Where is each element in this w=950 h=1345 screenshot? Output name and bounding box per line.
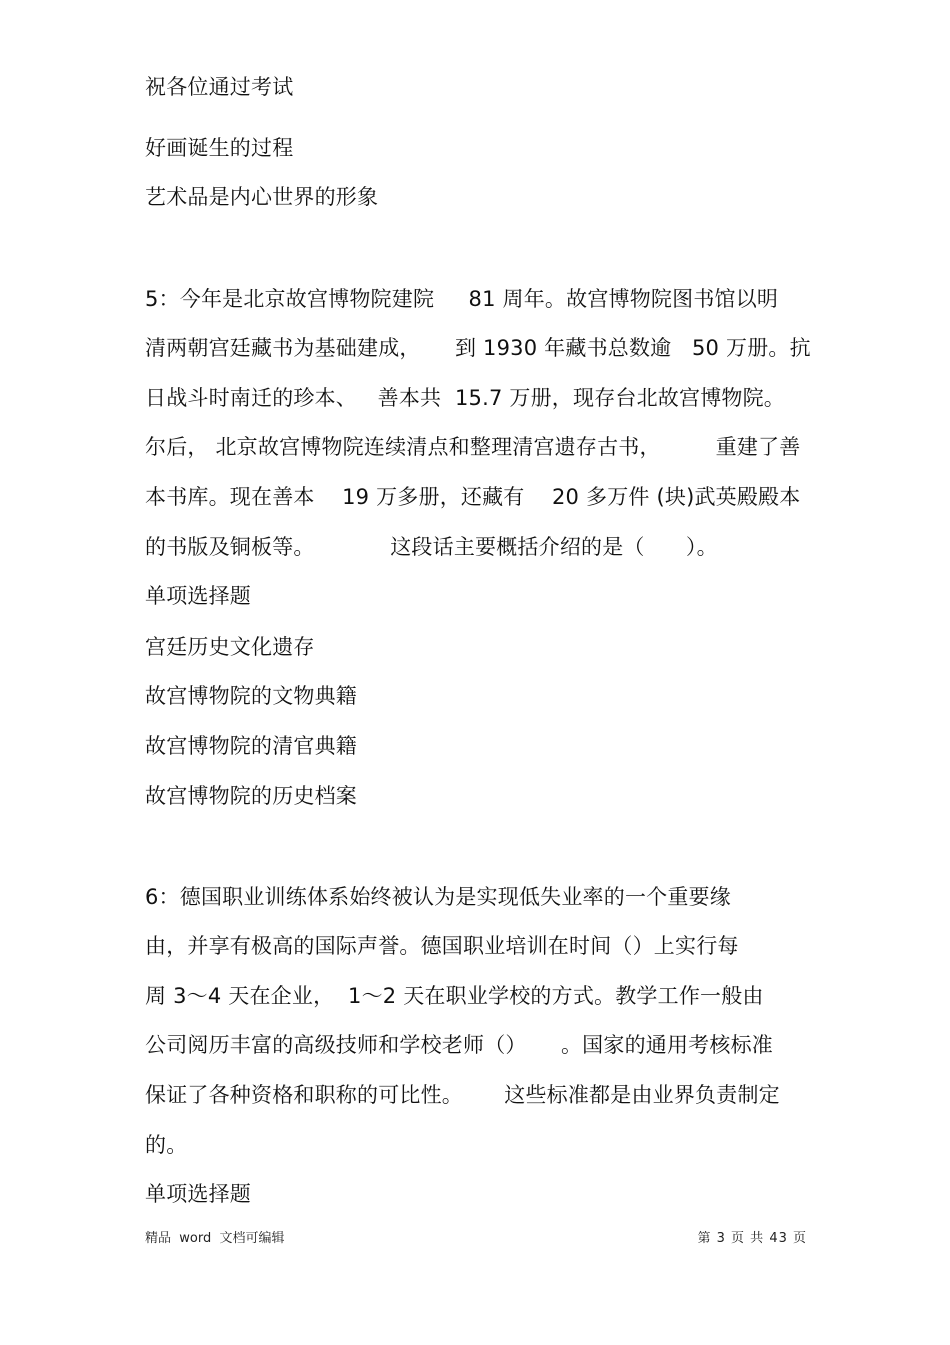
question-5-line-5: 本书库。现在善本 19 万多册，还藏有 20 多万件 (块)武英殿殿本 [145,485,801,509]
question-6-line-6: 的。 [145,1133,188,1157]
text-line-greeting: 祝各位通过考试 [145,75,294,99]
option-c: 故宫博物院的清官典籍 [145,734,357,758]
footer-label: 精品 word 文档可编辑 [145,1231,285,1246]
question-5-line-3: 日战斗时南迁的珍本、 善本共 15.7 万册，现存台北故宫博物院。 [145,386,786,410]
question-type-label: 单项选择题 [145,584,251,608]
option-a: 宫廷历史文化遗存 [145,635,315,659]
question-5-line-1: 5：今年是北京故宫博物院建院 81 周年。故宫博物院图书馆以明 [145,287,779,311]
question-5-line-4: 尔后， 北京故宫博物院连续清点和整理清宫遗存古书， 重建了善 [145,435,801,459]
option-d: 故宫博物院的历史档案 [145,784,357,808]
question-5-line-2: 清两朝宫廷藏书为基础建成， 到 1930 年藏书总数逾 50 万册。抗 [145,336,811,360]
question-6-line-1: 6：德国职业训练体系始终被认为是实现低失业率的一个重要缘 [145,885,731,909]
page-number: 第 3 页 共 43 页 [697,1231,807,1246]
question-6-line-5: 保证了各种资格和职称的可比性。 这些标准都是由业界负责制定 [145,1083,780,1107]
question-6-line-2: 由，并享有极高的国际声誉。德国职业培训在时间（）上实行每 [145,934,739,958]
question-type-label: 单项选择题 [145,1182,251,1206]
question-6-line-3: 周 3～4 天在企业， 1～2 天在职业学校的方式。教学工作一般由 [145,984,764,1008]
question-6-line-4: 公司阅历丰富的高级技师和学校老师（） 。国家的通用考核标准 [145,1033,773,1057]
option-b: 故宫博物院的文物典籍 [145,684,357,708]
option-line: 好画诞生的过程 [145,136,294,160]
question-5-line-6: 的书版及铜板等。 这段话主要概括介绍的是（ ）。 [145,535,718,559]
option-line: 艺术品是内心世界的形象 [145,185,379,209]
